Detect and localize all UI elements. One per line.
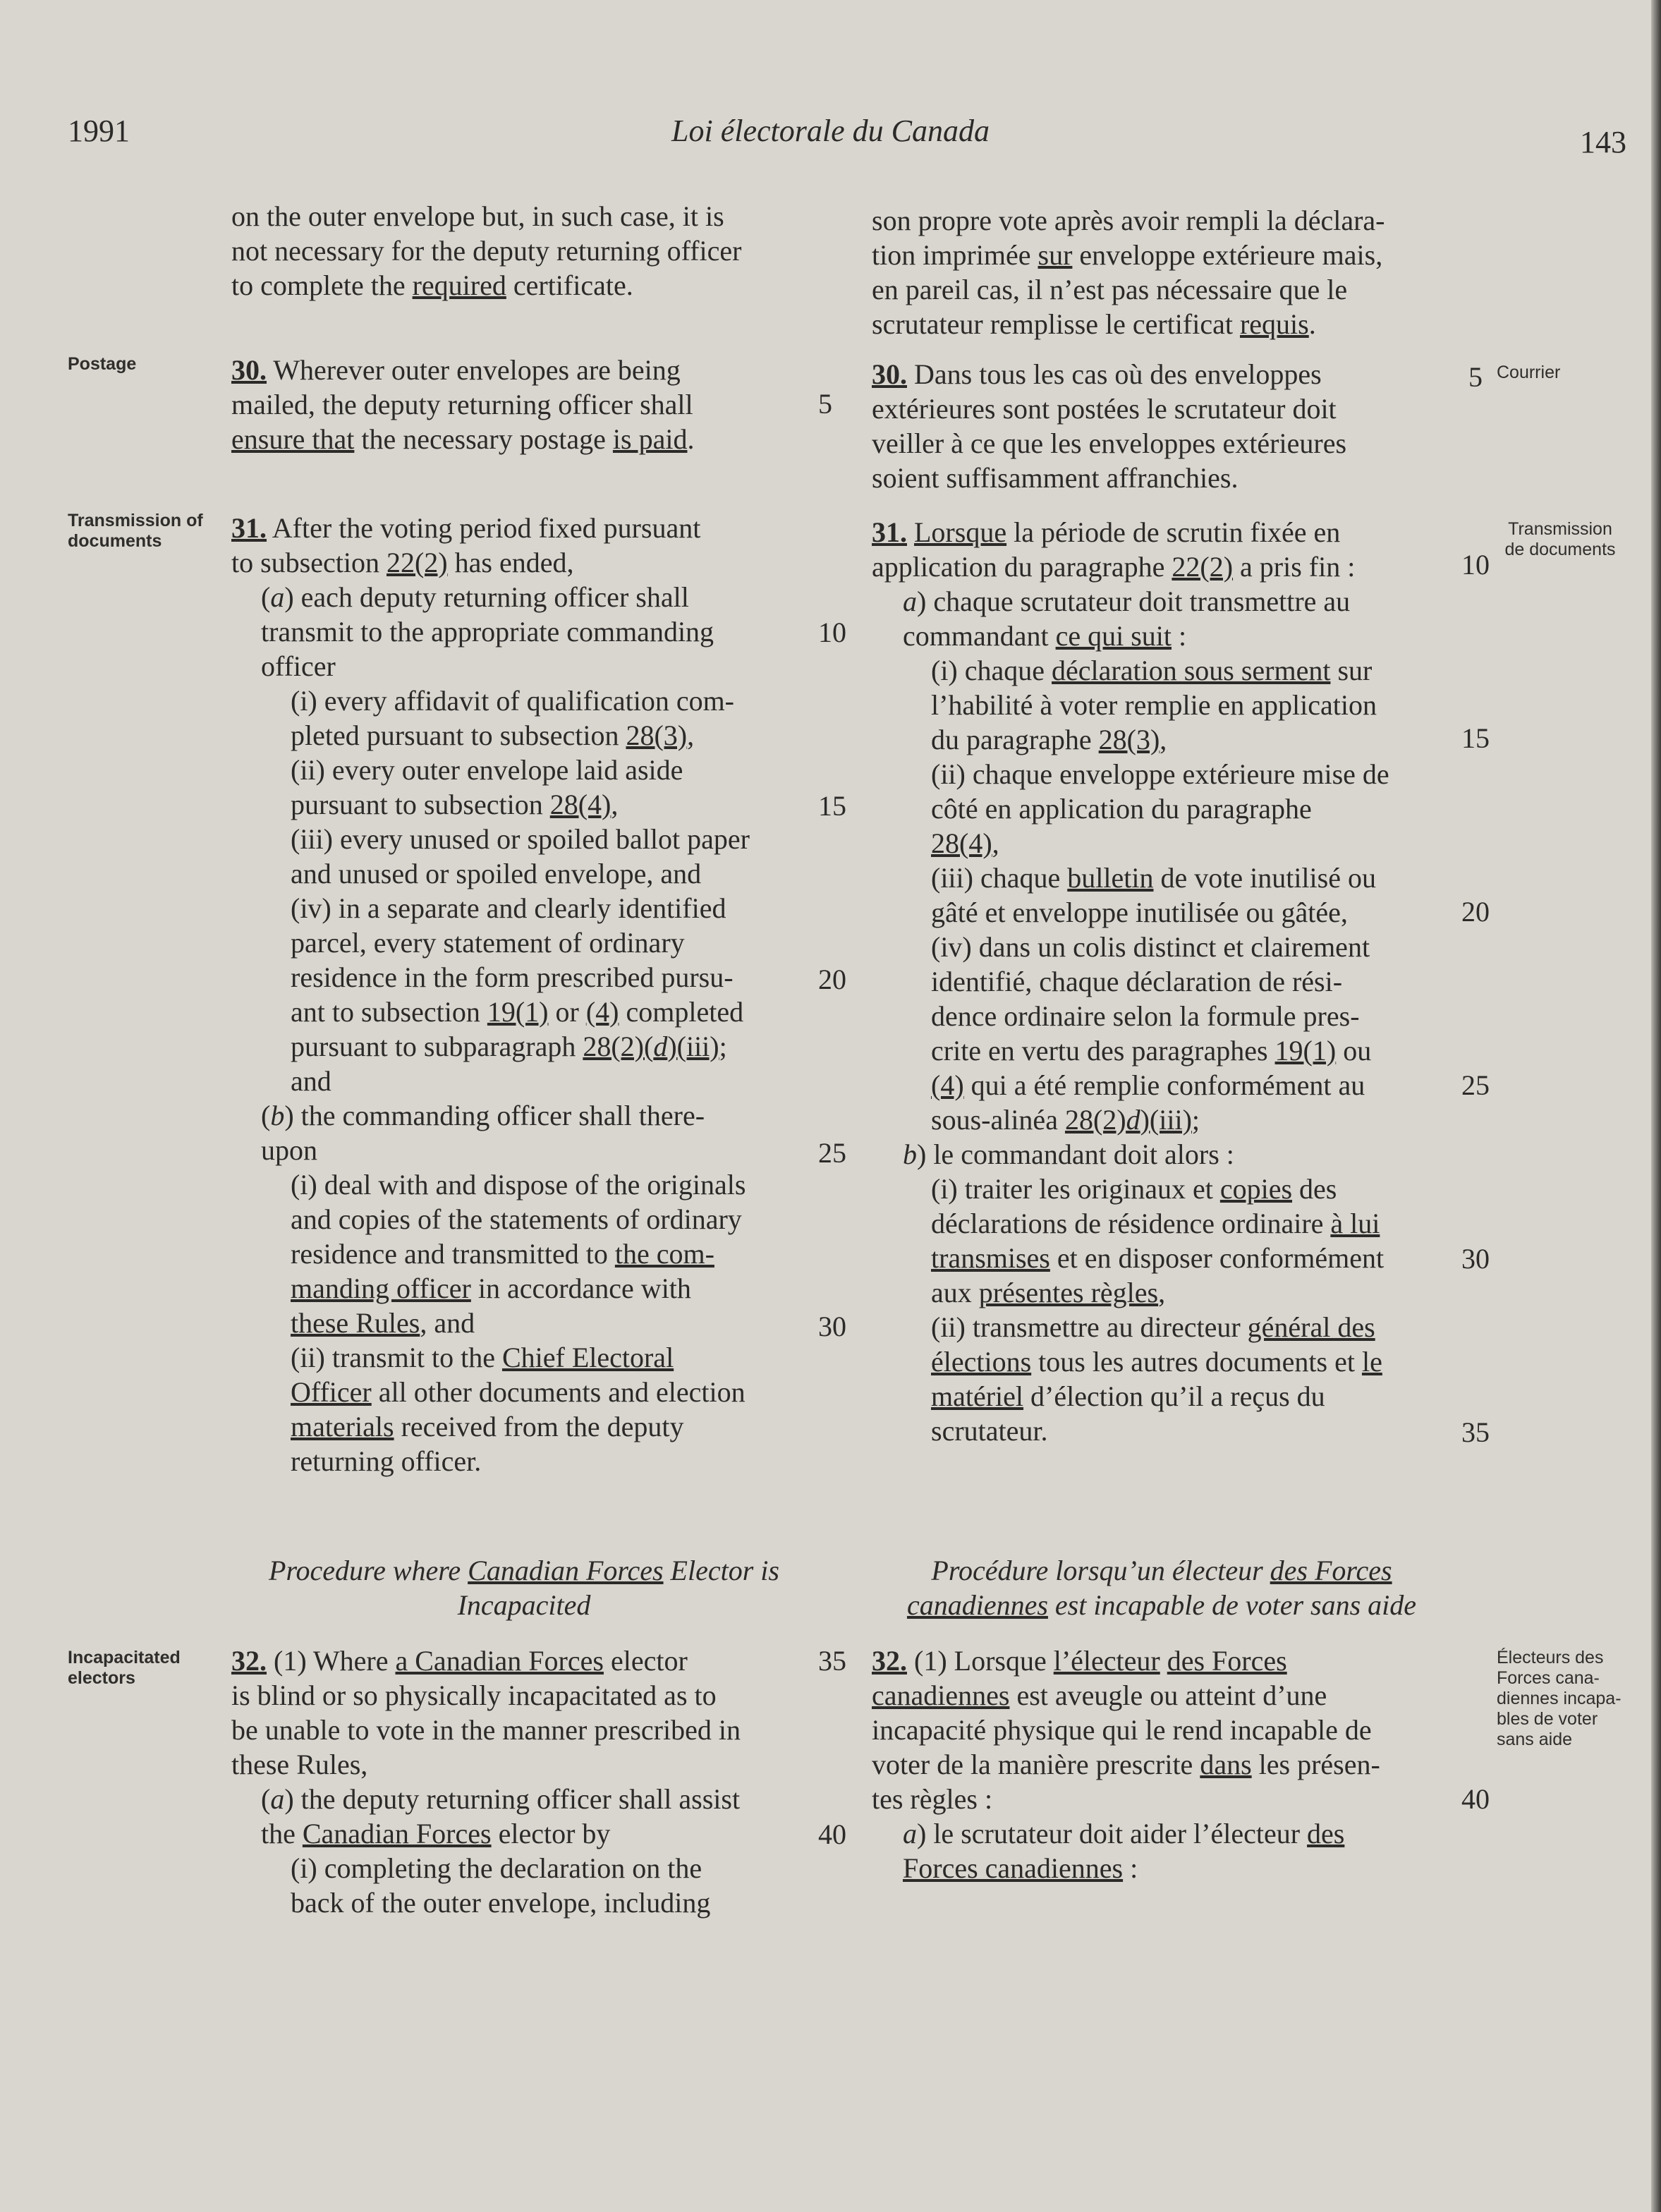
page-number: 143 (1580, 125, 1626, 159)
line-number: 5 (1468, 361, 1483, 393)
line-number: 10 (818, 616, 846, 648)
fr-s31-a-i: (i) chaque déclaration sous serment sur l’habilité à voter remplie en application du paragraphe 28(3), (931, 655, 1377, 755)
en-heading: Procedure where Canadian Forces Elector is Incapacited (269, 1555, 779, 1621)
line-number: 20 (818, 964, 846, 995)
margin-note-electeurs: Électeurs des Forces cana-diennes incapa-bles de voter sans aide (1497, 1648, 1622, 1749)
header-title: Loi électorale du Canada (671, 114, 990, 148)
fr-section-32: 32. (1) Lorsque l’électeur des Forces canadiennes est aveugle ou atteint d’une incapacité physique qui le rend incapable de voter de la manière prescrite dans les présen- tes règles : a) le scrutateur doit aider l’électeur des Forces canadiennes : (872, 1645, 1380, 1884)
fr-section-30: 30. Dans tous les cas où des enveloppes extérieures sont postées le scrutateur doit veiller à ce que les enveloppes extérieures soient suffisamment affranchies. (872, 358, 1347, 494)
page-edge (1651, 0, 1661, 2212)
line-number: 25 (1461, 1069, 1490, 1101)
en-section-30: 30. Wherever outer envelopes are being mailed, the deputy returning officer shall ensure that the necessary postage is paid. (231, 354, 695, 455)
line-number: 40 (818, 1818, 846, 1850)
line-number: 35 (1461, 1416, 1490, 1448)
line-number: 15 (1461, 722, 1490, 754)
header-year: 1991 (68, 114, 130, 148)
line-number: 15 (818, 790, 846, 822)
fr-s31-a-iv: (iv) dans un colis distinct et clairement identifié, chaque déclaration de rési- dence ordinaire selon la formule pres- crite en vertu des paragraphes 19(1) ou (4) qui a été remplie conformément au sous-alinéa 28(2)d)(iii); (931, 931, 1372, 1136)
fr-heading: Procédure lorsqu’un électeur des Forces canadiennes est incapable de voter sans aide (906, 1555, 1417, 1621)
line-number: 5 (818, 388, 832, 420)
fr-s31-b-i: (i) traiter les originaux et copies des déclarations de résidence ordinaire à lui transmises et en disposer conformément aux présentes règles, (931, 1173, 1385, 1308)
line-number: 25 (818, 1137, 846, 1169)
line-number: 35 (818, 1645, 846, 1677)
line-number: 10 (1461, 549, 1490, 581)
fr-s31-b: b) le commandant doit alors : (903, 1138, 1234, 1170)
en-s31-b: (b) the commanding officer shall there- upon (261, 1100, 705, 1166)
en-section-31: 31. After the voting period fixed pursuant to subsection 22(2) has ended, (a) each deputy returning officer shall transmit to the appropriate commanding officer (i) every affidavit of qualification com- pleted pursuant to subsection 28(3), (ii) every outer envelope laid aside pursuant to subsection 28(4), (iii) every unused or spoiled ballot paper and unused or spoiled envelope, and (iv) in a separate and clearly identified parcel, every statement of ordinary residence in the form prescribed pursu- ant to subsection 19(1) or (4) completed pursuant to subparagraph 28(2)(d)(iii); and (b) the commanding officer shall there- upon (i) deal with and dispose of the originals and copies of the statements of ordinary residence and transmitted to the com- manding officer in accordance with these Rules, and (ii) transmit to the Chief Electoral Officer all other documents and election materials received from the deputy returning officer. (231, 511, 817, 1478)
en-s31-a-iv: (iv) in a separate and clearly identified parcel, every statement of ordinary residence in the form prescribed pursu- ant to subsection 19(1) or (4) completed pursuant to subparagraph 28(2)(d)(iii); and (291, 892, 744, 1097)
line-number: 40 (1461, 1783, 1490, 1815)
en-s31-a-ii: (ii) every outer envelope laid aside pursuant to subsection 28(4), (291, 754, 683, 820)
en-s31-a: (a) each deputy returning officer shall transmit to the appropriate commanding officer (261, 581, 714, 682)
margin-note-incapacitated: Incapacitated electors (68, 1648, 181, 1688)
en-s31-b-ii: (ii) transmit to the Chief Electoral Officer all other documents and election materials received from the deputy returning officer. (291, 1342, 746, 1477)
margin-note-courrier: Courrier (1497, 363, 1561, 382)
fr-s31-b-ii: (ii) transmettre au directeur général des élections tous les autres documents et le matériel d’élection qu’il a reçus du scrutateur. (931, 1311, 1382, 1447)
fr-s31-a-ii: (ii) chaque enveloppe extérieure mise de côté en application du paragraphe 28(4), (931, 758, 1389, 859)
fr-continuation: son propre vote après avoir rempli la déclara- tion imprimée sur enveloppe extérieure mais, en pareil cas, il n’est pas nécessaire que le scrutateur remplisse le certificat requis. (872, 205, 1385, 340)
line-number: 30 (1461, 1243, 1490, 1275)
en-s31-a-i: (i) every affidavit of qualification com- pleted pursuant to subsection 28(3), (291, 685, 735, 751)
line-number: 30 (818, 1311, 846, 1342)
fr-s31-a: a) chaque scrutateur doit transmettre au commandant ce qui suit : (903, 585, 1351, 652)
en-continuation: on the outer envelope but, in such case, it is not necessary for the deputy returning officer to complete the required certificate. (231, 200, 742, 301)
margin-note-transmission: Transmission of documents (68, 511, 203, 551)
fr-s31-a-iii: (iii) chaque bulletin de vote inutilisé ou gâté et enveloppe inutilisée ou gâtée, (931, 862, 1376, 928)
en-s31-b-i: (i) deal with and dispose of the originals and copies of the statements of ordinary residence and transmitted to the com- manding officer in accordance with these Rules, and (291, 1169, 746, 1339)
line-number: 20 (1461, 896, 1490, 928)
en-section-32: 32. (1) Where a Canadian Forces elector is blind or so physically incapacitated as to be unable to vote in the manner prescribed in these Rules, (a) the deputy returning officer shall assist the Canadian Forces elector by (i) completing the declaration on the back of the outer envelope, including (231, 1645, 741, 1919)
en-s31-a-iii: (iii) every unused or spoiled ballot paper and unused or spoiled envelope, and (291, 823, 750, 889)
margin-note-postage: Postage (68, 354, 137, 374)
margin-note-transmission-fr: Transmission de documents (1504, 519, 1616, 559)
fr-section-31: 31. Lorsque la période de scrutin fixée en application du paragraphe 22(2) a pris fin : a) chaque scrutateur doit transmettre au commandant ce qui suit : (i) chaque déclaration sous serment sur l’habilité à voter remplie en application du paragraphe 28(3), (ii) chaque enveloppe extérieure mise de côté en application du paragraphe 28(4), (iii) chaque bulletin de vote inutilisé ou gâté et enveloppe inutilisée ou gâtée, (iv) dans un colis distinct et clairement identifié, chaque déclaration de rési- dence ordinaire selon la formule pres- crite en vertu des paragraphes 19(1) ou (4) qui a été remplie conformément au sous-alinéa 28(2)d)(iii); b) le commandant doit alors : (i) traiter les originaux et copies des déclarations de résidence ordinaire à lui transmises et en disposer conformément aux présentes règles, (ii) transmettre au directeur général des élections tous les autres documents et le matériel d’élection qu’il a reçus du scrutateur. (872, 515, 1452, 1448)
